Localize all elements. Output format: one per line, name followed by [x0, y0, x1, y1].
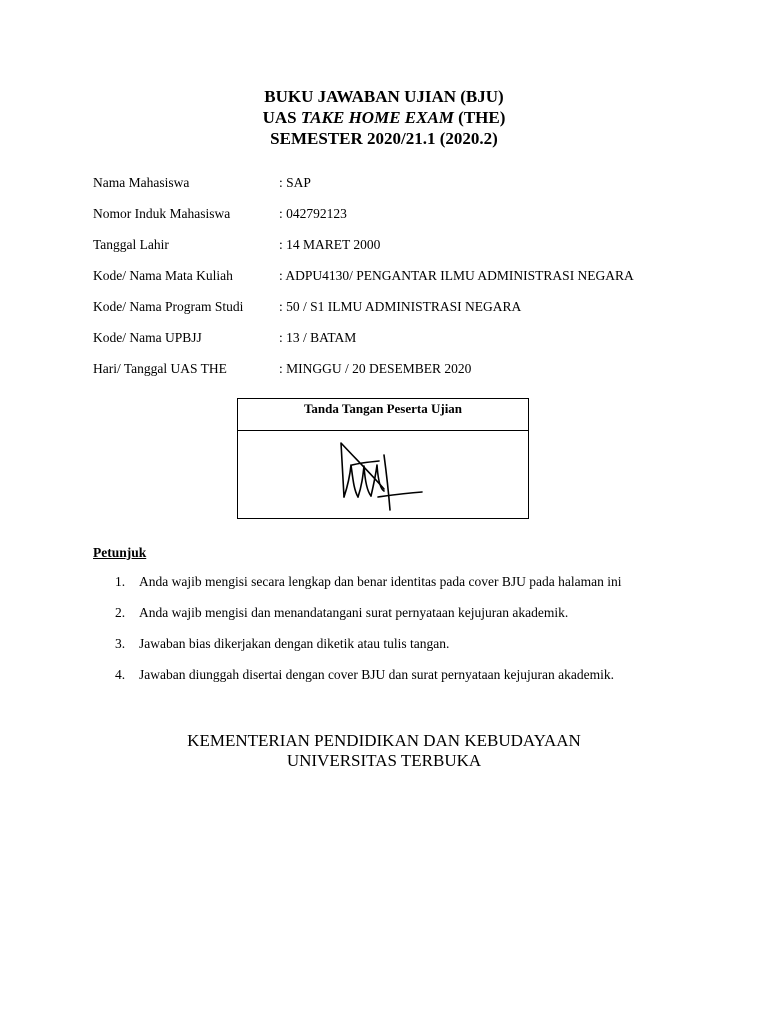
field-value: : SAP	[279, 175, 311, 190]
list-item-text: Jawaban bias dikerjakan dengan diketik atau tulis tangan.	[139, 636, 450, 651]
footer-line-1: KEMENTERIAN PENDIDIKAN DAN KEBUDAYAAN	[187, 731, 581, 750]
field-value: : 14 MARET 2000	[279, 237, 381, 252]
field-value: : 042792123	[279, 206, 347, 221]
list-item-text: Anda wajib mengisi dan menandatangani surat pernyataan kejujuran akademik.	[139, 605, 569, 620]
list-item-text: Jawaban diunggah disertai dengan cover BJU dan surat pernyataan kejujuran akademik.	[139, 667, 614, 682]
title-line-1: BUKU JAWABAN UJIAN (BJU)	[264, 87, 504, 106]
field-label: Tanggal Lahir	[93, 237, 169, 252]
title-line-2-italic: TAKE HOME EXAM	[300, 108, 454, 127]
signature-box	[237, 398, 529, 519]
signature-box-title: Tanda Tangan Peserta Ujian	[238, 399, 528, 431]
field-row-program-studi	[93, 299, 713, 330]
instructions-heading: Petunjuk	[93, 545, 147, 560]
identity-fields	[93, 175, 713, 392]
title-line-2	[0, 107, 768, 128]
list-item-number: 1.	[115, 574, 126, 589]
title-line-2-prefix: UAS	[262, 108, 301, 127]
field-row-tanggal-lahir	[93, 237, 713, 268]
list-item-text: Anda wajib mengisi secara lengkap dan benar identitas pada cover BJU pada halaman ini	[139, 574, 622, 589]
list-item-number: 4.	[115, 667, 126, 682]
title-line-2-suffix: (THE)	[453, 108, 506, 127]
field-label: Nama Mahasiswa	[93, 175, 190, 190]
field-label: Kode/ Nama Program Studi	[93, 299, 244, 314]
signature-image	[334, 435, 434, 515]
instructions-section	[93, 545, 713, 698]
field-value: : 13 / BATAM	[279, 330, 357, 345]
field-label: Hari/ Tanggal UAS THE	[93, 361, 227, 376]
list-item	[93, 574, 713, 605]
field-row-tanggal-uas	[93, 361, 713, 392]
footer-line-2: UNIVERSITAS TERBUKA	[286, 751, 482, 770]
field-row-mata-kuliah	[93, 268, 713, 299]
signature-area	[238, 431, 528, 518]
field-label: Kode/ Nama UPBJJ	[93, 330, 202, 345]
list-item-number: 3.	[115, 636, 126, 651]
field-label: Nomor Induk Mahasiswa	[93, 206, 231, 221]
footer-institution	[0, 731, 768, 771]
field-row-nama	[93, 175, 713, 206]
field-value: : MINGGU / 20 DESEMBER 2020	[279, 361, 472, 376]
field-value: : 50 / S1 ILMU ADMINISTRASI NEGARA	[279, 299, 522, 314]
field-row-nim	[93, 206, 713, 237]
list-item-number: 2.	[115, 605, 126, 620]
field-label: Kode/ Nama Mata Kuliah	[93, 268, 233, 283]
field-row-upbjj	[93, 330, 713, 361]
list-item	[93, 636, 713, 667]
document-title	[0, 86, 768, 149]
list-item	[93, 605, 713, 636]
field-value: : ADPU4130/ PENGANTAR ILMU ADMINISTRASI NEGARA	[279, 268, 634, 283]
list-item	[93, 667, 713, 698]
title-line-3: SEMESTER 2020/21.1 (2020.2)	[270, 129, 498, 148]
